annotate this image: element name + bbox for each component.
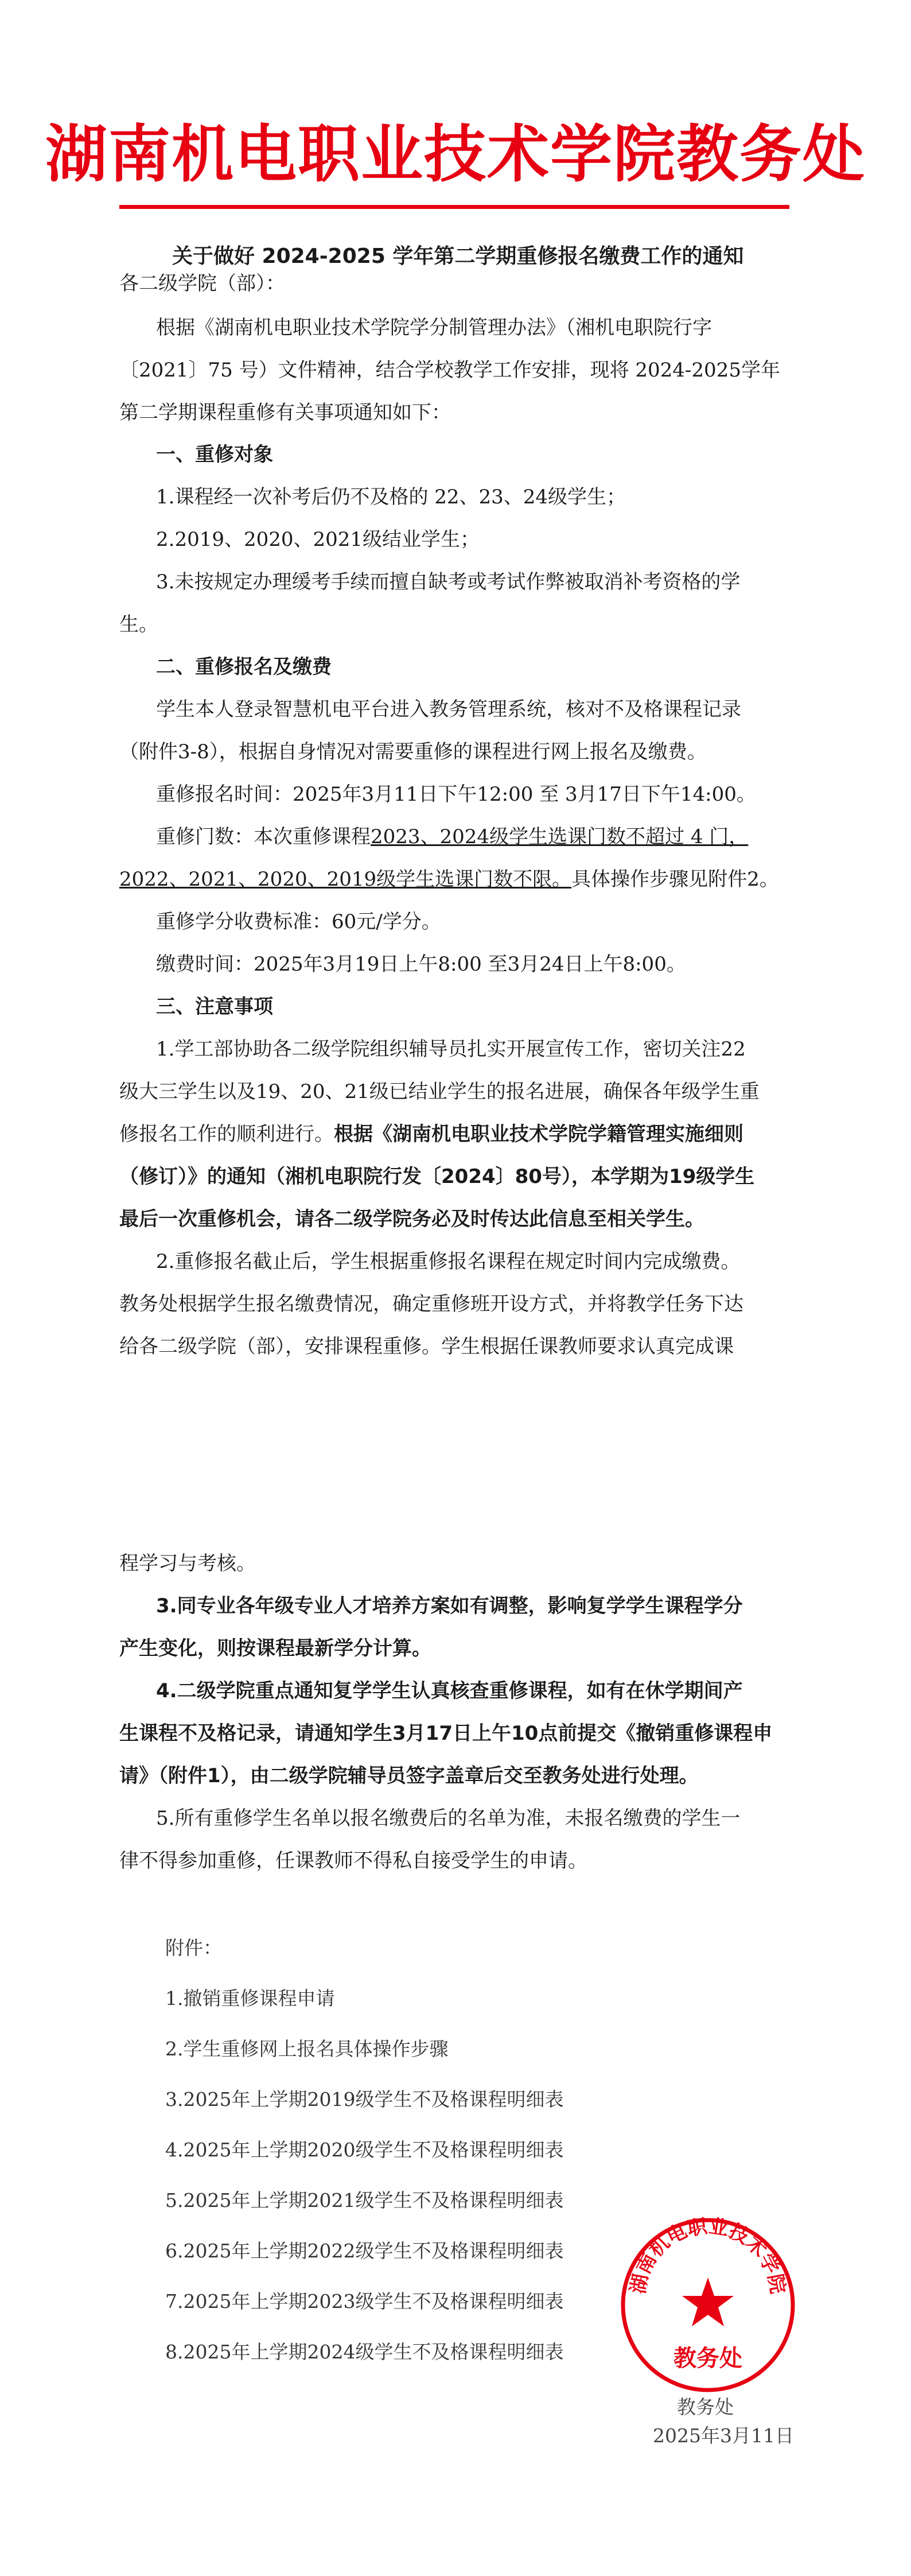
org-letterhead-title: 湖南机电职业技术学院教务处	[45, 119, 866, 191]
attachment-item-4: 4.2025年上学期2020级学生不及格课程明细表	[165, 2139, 564, 2161]
note-2-d: 程学习与考核。	[119, 1552, 256, 1575]
note-1-e: 最后一次重修机会，请各二级学院务必及时传达此信息至相关学生。	[119, 1208, 704, 1231]
note-1-c	[119, 1120, 743, 1148]
signature-date: 2025年3月11日	[653, 2424, 794, 2447]
attachment-item-1: 1.撤销重修课程申请	[165, 1987, 335, 2009]
intro-line-2: 〔2021〕75 号）文件精神，结合学校教学工作安排，现将 2024-2025学年	[119, 359, 780, 382]
note-1-c-plain: 修报名工作的顺利进行。	[119, 1123, 334, 1146]
note-4-a: 4.二级学院重点通知复学学生认真核查重修课程，如有在休学期间产	[156, 1679, 743, 1702]
note-1-b: 级大三学生以及19、20、21级已结业学生的报名进展，确保各年级学生重	[119, 1080, 760, 1103]
note-3-a: 3.同专业各年级专业人才培养方案如有调整，影响复学学生课程学分	[156, 1595, 743, 1617]
note-2-a: 2.重修报名截止后，学生根据重修报名课程在规定时间内完成缴费。	[156, 1250, 741, 1273]
fee-standard: 重修学分收费标准：60元/学分。	[156, 910, 441, 933]
notice-title: 关于做好 2024-2025 学年第二学期重修报名缴费工作的通知	[172, 245, 744, 268]
seal-bottom-text: 教务处	[673, 2345, 742, 2372]
attachment-item-2: 2.学生重修网上报名具体操作步骤	[165, 2038, 449, 2060]
section-2-para-1-b: （附件3-8），根据自身情况对需要重修的课程进行网上报名及缴费。	[119, 740, 707, 763]
section-1-heading: 一、重修对象	[156, 443, 273, 466]
section-1-item-1: 1.课程经一次补考后仍不及格的 22、23、24级学生；	[156, 486, 626, 509]
section-2-para-1-a: 学生本人登录智慧机电平台进入教务管理系统，核对不及格课程记录	[156, 698, 741, 721]
note-4-b: 生课程不及格记录，请通知学生3月17日上午10点前提交《撤销重修课程申	[119, 1722, 773, 1745]
section-1-item-2: 2.2019、2020、2021级结业学生；	[156, 528, 480, 551]
greeting: 各二级学院（部）：	[119, 272, 285, 295]
section-1-item-3-a: 3.未按规定办理缓考手续而擅自缺考或考试作弊被取消补考资格的学	[156, 571, 741, 593]
signature-department: 教务处	[677, 2396, 734, 2418]
intro-line-1: 根据《湖南机电职业技术学院学分制管理办法》（湘机电职院行字	[156, 316, 712, 339]
section-2-heading: 二、重修报名及缴费	[156, 655, 332, 678]
attachment-item-8: 8.2025年上学期2024级学生不及格课程明细表	[165, 2341, 564, 2363]
seal-arc-text: 湖南机电职业技术学院	[626, 2216, 789, 2296]
letterhead-red-rule	[119, 205, 789, 209]
attachment-item-3: 3.2025年上学期2019级学生不及格课程明细表	[165, 2088, 564, 2111]
attachment-item-6: 6.2025年上学期2022级学生不及格课程明细表	[165, 2240, 564, 2262]
course-count-line-2	[119, 866, 779, 893]
note-4-c: 请》（附件1），由二级学院辅导员签字盖章后交至教务处进行处理。	[119, 1764, 699, 1787]
course-count-limit-2023-2024: 2023、2024级学生选课门数不超过 4 门，	[371, 825, 749, 848]
official-seal	[618, 2216, 797, 2395]
course-count-prefix: 重修门数：本次重修课程	[156, 825, 371, 848]
note-1-a: 1.学工部协助各二级学院组织辅导员扎实开展宣传工作，密切关注22	[156, 1038, 746, 1061]
course-count-line-1	[156, 823, 748, 851]
note-2-b: 教务处根据学生报名缴费情况，确定重修班开设方式，并将教学任务下达	[119, 1293, 743, 1316]
section-3-heading: 三、注意事项	[156, 995, 273, 1018]
note-3-b: 产生变化，则按课程最新学分计算。	[119, 1637, 431, 1660]
note-1-d: （修订）》的通知（湘机电职院行发〔2024〕80号），本学期为19级学生	[119, 1165, 755, 1188]
note-5-a: 5.所有重修学生名单以报名缴费后的名单为准，未报名缴费的学生一	[156, 1807, 741, 1830]
intro-line-3: 第二学期课程重修有关事项通知如下：	[119, 401, 451, 424]
note-1-c-bold: 根据《湖南机电职业技术学院学籍管理实施细则	[334, 1123, 743, 1146]
attachment-item-7: 7.2025年上学期2023级学生不及格课程明细表	[165, 2290, 564, 2313]
attachment-item-5: 5.2025年上学期2021级学生不及格课程明细表	[165, 2189, 564, 2212]
attachments-label: 附件：	[165, 1937, 222, 1959]
course-count-limit-2019-2022: 2022、2021、2020、2019级学生选课门数不限。	[119, 868, 572, 891]
section-1-item-3-b: 生。	[119, 613, 158, 636]
registration-time: 重修报名时间：2025年3月11日下午12:00 至 3月17日下午14:00。	[156, 783, 756, 806]
seal-star-icon	[682, 2278, 734, 2326]
payment-time: 缴费时间：2025年3月19日上午8:00 至3月24日上午8:00。	[156, 953, 686, 976]
note-2-c: 给各二级学院（部），安排课程重修。学生根据任课教师要求认真完成课	[119, 1335, 734, 1358]
course-count-suffix: 具体操作步骤见附件2。	[571, 868, 779, 891]
note-5-b: 律不得参加重修，任课教师不得私自接受学生的申请。	[119, 1849, 587, 1872]
